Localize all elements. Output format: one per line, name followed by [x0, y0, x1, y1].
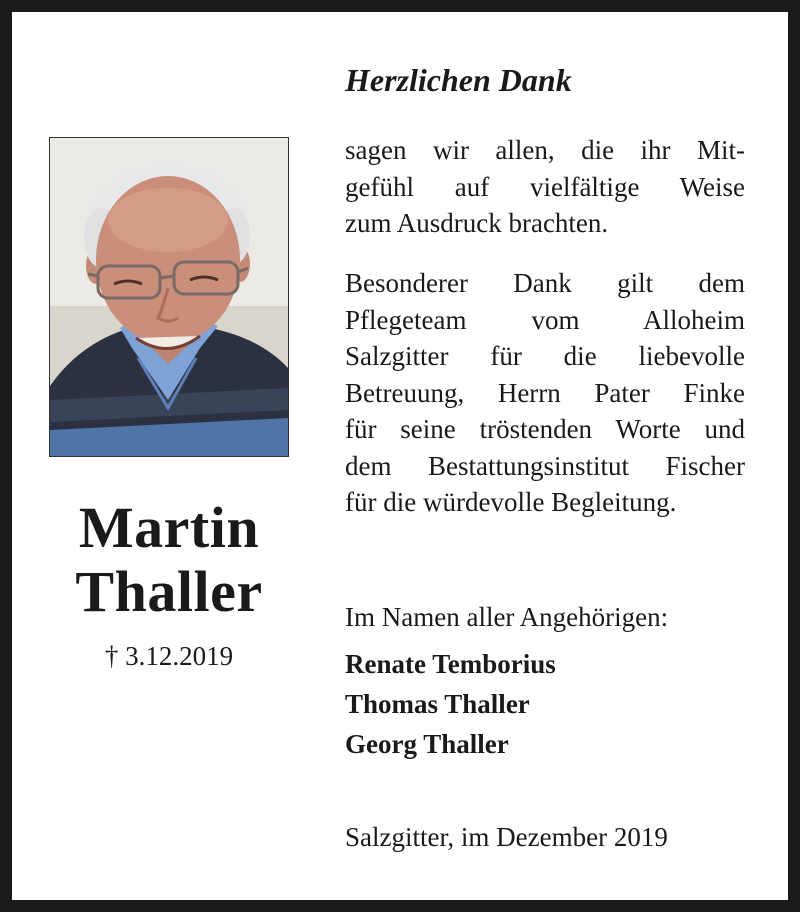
deceased-first-name: Martin	[78, 495, 260, 560]
family-intro: Im Namen aller Angehörigen:	[345, 602, 669, 632]
paragraph-line: sagen wir allen, die ihr Mit-	[345, 135, 745, 165]
paragraph-line: zum Ausdruck brachten.	[345, 208, 609, 238]
paragraph-line: Pflegeteam vom Alloheim	[345, 304, 745, 335]
paragraph-line: Betreuung, Herrn Pater Finke	[345, 377, 745, 408]
family-members	[345, 644, 745, 764]
notice-heading: Herzlichen Dank	[345, 62, 572, 98]
portrait-illustration	[50, 138, 288, 456]
paragraph-line: für die würdevolle Begleitung.	[345, 487, 677, 517]
thanks-paragraph-2	[345, 265, 745, 521]
death-date: † 3.12.2019	[104, 641, 234, 671]
paragraph-line: Besonderer Dank gilt dem	[345, 268, 745, 298]
paragraph-line: für seine tröstenden Worte und	[345, 414, 745, 444]
paragraph-line: dem Bestattungsinstitut Fischer	[345, 450, 745, 481]
paragraph-line: Salzgitter für die liebevolle	[345, 341, 745, 371]
family-member: Georg Thaller	[345, 729, 509, 759]
thanks-paragraph-1	[345, 132, 745, 242]
paragraph-line: gefühl auf vielfältige Weise	[345, 171, 745, 202]
portrait-photo	[49, 137, 289, 457]
place-date: Salzgitter, im Dezember 2019	[345, 822, 668, 852]
deceased-last-name: Thaller	[75, 559, 263, 624]
family-member: Renate Temborius	[345, 649, 556, 679]
family-member: Thomas Thaller	[345, 689, 530, 719]
